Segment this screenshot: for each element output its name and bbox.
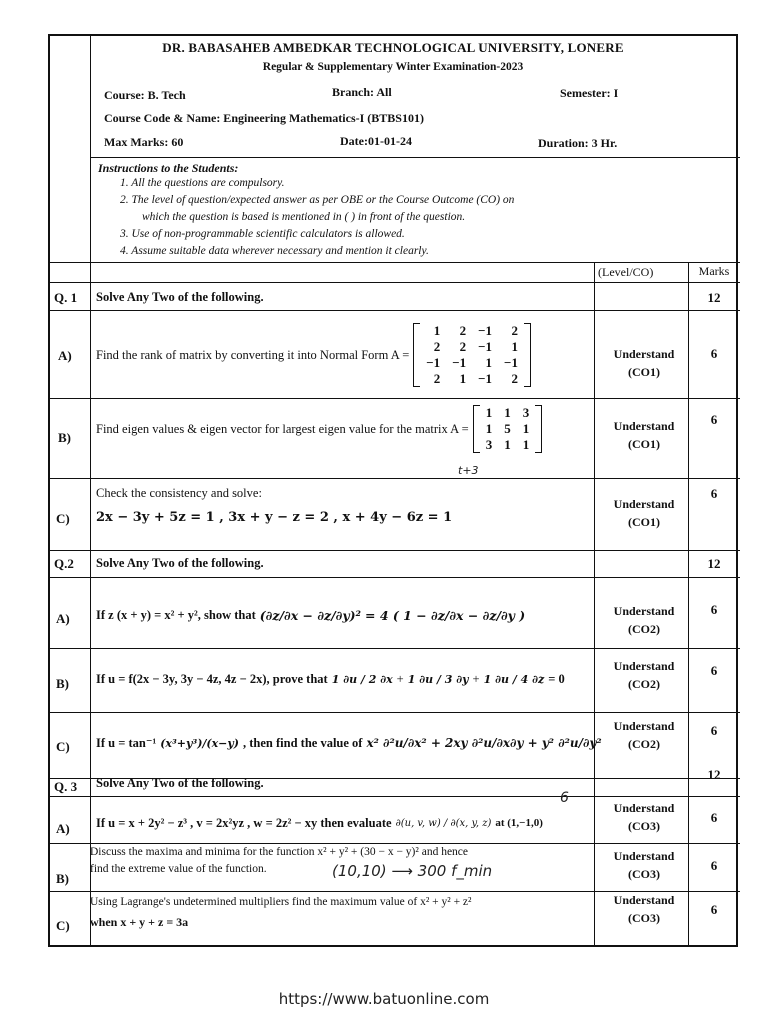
q1a-matrix-cell: 1 bbox=[485, 355, 493, 370]
q2c-level: Understand (CO2) bbox=[613, 719, 675, 751]
q1c-level: Understand (CO1) bbox=[613, 497, 675, 529]
instructions-title: Instructions to the Students: bbox=[98, 161, 239, 175]
q1c-label: C) bbox=[56, 511, 70, 526]
q3b-level: Understand (CO3) bbox=[613, 849, 675, 881]
q1a-matrix-cell: −1 bbox=[478, 371, 493, 386]
q1b-matrix-cell: 3 bbox=[485, 437, 493, 452]
q1a-matrix-cell: 2 bbox=[433, 371, 441, 386]
exam-date: Date:01-01-24 bbox=[340, 134, 412, 148]
q1a-matrix-cell: 1 bbox=[459, 371, 467, 386]
q1b-matrix bbox=[473, 405, 543, 453]
q1a-matrix-cell: 2 bbox=[459, 339, 467, 354]
q3-marks: 12 bbox=[707, 767, 721, 782]
q2b-label: B) bbox=[56, 676, 69, 691]
q2-label: Q.2 bbox=[54, 556, 74, 571]
q3c-label: C) bbox=[56, 918, 70, 933]
level-co-header: (Level/CO) bbox=[598, 265, 654, 279]
q1a-matrix-cell: 2 bbox=[459, 323, 467, 338]
q1b-matrix-cell: 1 bbox=[522, 421, 530, 436]
q1a-matrix-cell: −1 bbox=[452, 355, 467, 370]
q3-title: Solve Any Two of the following. bbox=[96, 776, 264, 790]
university-name: DR. BABASAHEB AMBEDKAR TECHNOLOGICAL UNIVERSITY, LONERE bbox=[162, 40, 624, 55]
q2-marks: 12 bbox=[707, 556, 721, 571]
q2c-question: If u = tan⁻¹ (x³+y³)/(x−y) , then find the value of x² ∂²u/∂x² + 2xy ∂²u/∂x∂y + y² ∂²u/∂y² bbox=[96, 735, 602, 750]
exam-paper bbox=[48, 34, 738, 947]
branch: Branch: All bbox=[332, 85, 392, 99]
q1c-equations: 2x − 3y + 5z = 1 , 3x + y − z = 2 , x + 4y − 6z = 1 bbox=[96, 510, 453, 525]
course: Course: B. Tech bbox=[104, 88, 186, 102]
q3b-line1: Discuss the maxima and minima for the function x² + y² + (30 − x − y)² and hence bbox=[90, 846, 469, 858]
q1a-matrix-cell: 2 bbox=[511, 323, 518, 338]
q2b-marks: 6 bbox=[710, 663, 718, 678]
q1b-question: Find eigen values & eigen vector for largest eigen value for the matrix A = 1 1 3 1 5 1 3 1 1 bbox=[96, 402, 542, 456]
q1b-marks: 6 bbox=[710, 412, 718, 427]
q3c-level: Understand (CO3) bbox=[613, 893, 675, 925]
q1b-matrix-cell: 1 bbox=[504, 405, 511, 420]
q3a-label: A) bbox=[56, 821, 70, 836]
q2a-marks: 6 bbox=[710, 602, 718, 617]
q1a-matrix-cell: 2 bbox=[511, 371, 518, 386]
exam-title: Regular & Supplementary Winter Examination-2023 bbox=[262, 61, 524, 73]
q3c-line2: when x + y + z = 3a bbox=[90, 915, 189, 929]
q1c-line1: Check the consistency and solve: bbox=[96, 486, 262, 500]
q3b-line2: find the extreme value of the function. bbox=[90, 863, 267, 875]
q2c-marks: 6 bbox=[710, 723, 718, 738]
handwritten-note-q1b: t+3 bbox=[458, 464, 479, 477]
q2a-question: If z (x + y) = x² + y², show that (∂z/∂x − ∂z/∂y)² = 4 ( 1 − ∂z/∂x − ∂z/∂y ) bbox=[96, 607, 526, 623]
q1b-matrix-cell: 1 bbox=[485, 405, 493, 420]
q1b-label: B) bbox=[58, 430, 71, 445]
course-code: Course Code & Name: Engineering Mathematics-I (BTBS101) bbox=[104, 111, 424, 125]
q1-label: Q. 1 bbox=[54, 290, 78, 305]
q1b-level: Understand (CO1) bbox=[613, 419, 675, 451]
q1c-marks: 6 bbox=[710, 486, 718, 501]
q1a-matrix-cell: 1 bbox=[511, 339, 518, 354]
q1b-matrix-cell: 1 bbox=[504, 437, 511, 452]
q2a-label: A) bbox=[56, 611, 70, 626]
handwritten-note-q3a: 6 bbox=[560, 790, 569, 806]
q1a-marks: 6 bbox=[710, 346, 718, 361]
duration: Duration: 3 Hr. bbox=[538, 136, 618, 150]
semester: Semester: I bbox=[560, 86, 619, 100]
q3c-marks: 6 bbox=[710, 902, 718, 917]
instruction-4: 4. Assume suitable data wherever necessary and mention it clearly. bbox=[120, 245, 429, 257]
marks-header: Marks bbox=[698, 264, 730, 278]
q1a-matrix-cell: 2 bbox=[433, 339, 441, 354]
instruction-2-cont: which the question is based is mentioned in ( ) in front of the question. bbox=[142, 211, 466, 223]
q3a-marks: 6 bbox=[710, 810, 718, 825]
q2b-question: If u = f(2x − 3y, 3y − 4z, 4z − 2x), prove that 1 ∂u / 2 ∂x + 1 ∂u / 3 ∂y + 1 ∂u / 4 ∂z = 0 bbox=[96, 671, 565, 686]
instruction-2: 2. The level of question/expected answer as per OBE or the Course Outcome (CO) on bbox=[120, 194, 515, 206]
q1a-level: Understand (CO1) bbox=[613, 347, 675, 379]
q3c-line1: Using Lagrange's undetermined multipliers find the maximum value of x² + y² + z² bbox=[90, 896, 472, 908]
q1-marks: 12 bbox=[707, 290, 721, 305]
max-marks: Max Marks: 60 bbox=[104, 135, 184, 149]
q1b-matrix-cell: 3 bbox=[522, 405, 530, 420]
q3a-level: Understand (CO3) bbox=[613, 801, 675, 833]
q3b-marks: 6 bbox=[710, 858, 718, 873]
q1a-matrix bbox=[413, 323, 531, 387]
instruction-3: 3. Use of non-programmable scientific calculators is allowed. bbox=[120, 228, 405, 240]
q1a-question: Find the rank of matrix by converting it into Normal Form A = 1 2 −1 2 2 2 −1 1 −1 −1 1 −1 2 1 −1 2 bbox=[96, 319, 531, 391]
q2-title: Solve Any Two of the following. bbox=[96, 556, 264, 570]
instruction-1: 1. All the questions are compulsory. bbox=[120, 177, 285, 189]
q3-label: Q. 3 bbox=[54, 779, 78, 794]
q2b-level: Understand (CO2) bbox=[613, 659, 675, 691]
q1a-matrix-cell: 1 bbox=[433, 323, 441, 338]
q1a-label: A) bbox=[58, 348, 72, 363]
q1a-matrix-cell: −1 bbox=[478, 323, 493, 338]
q1-title: Solve Any Two of the following. bbox=[96, 290, 264, 304]
q2c-label: C) bbox=[56, 739, 70, 754]
q1a-matrix-cell: −1 bbox=[426, 355, 441, 370]
q1b-matrix-cell: 5 bbox=[504, 421, 511, 436]
q3b-label: B) bbox=[56, 871, 69, 886]
q1a-matrix-cell: −1 bbox=[504, 355, 518, 370]
q2a-level: Understand (CO2) bbox=[613, 604, 675, 636]
footer-url[interactable]: https://www.batuonline.com bbox=[278, 990, 490, 1008]
q1a-matrix-cell: −1 bbox=[478, 339, 493, 354]
handwritten-note-q3b: (10,10) ⟶ 300 f_min bbox=[332, 862, 493, 880]
q1b-matrix-cell: 1 bbox=[522, 437, 530, 452]
q1b-matrix-cell: 1 bbox=[485, 421, 493, 436]
q3a-question: If u = x + 2y² − z³ , v = 2x²yz , w = 2z² − xy then evaluate ∂(u, v, w) / ∂(x, y, z) at (1,−1,0) bbox=[96, 815, 543, 830]
